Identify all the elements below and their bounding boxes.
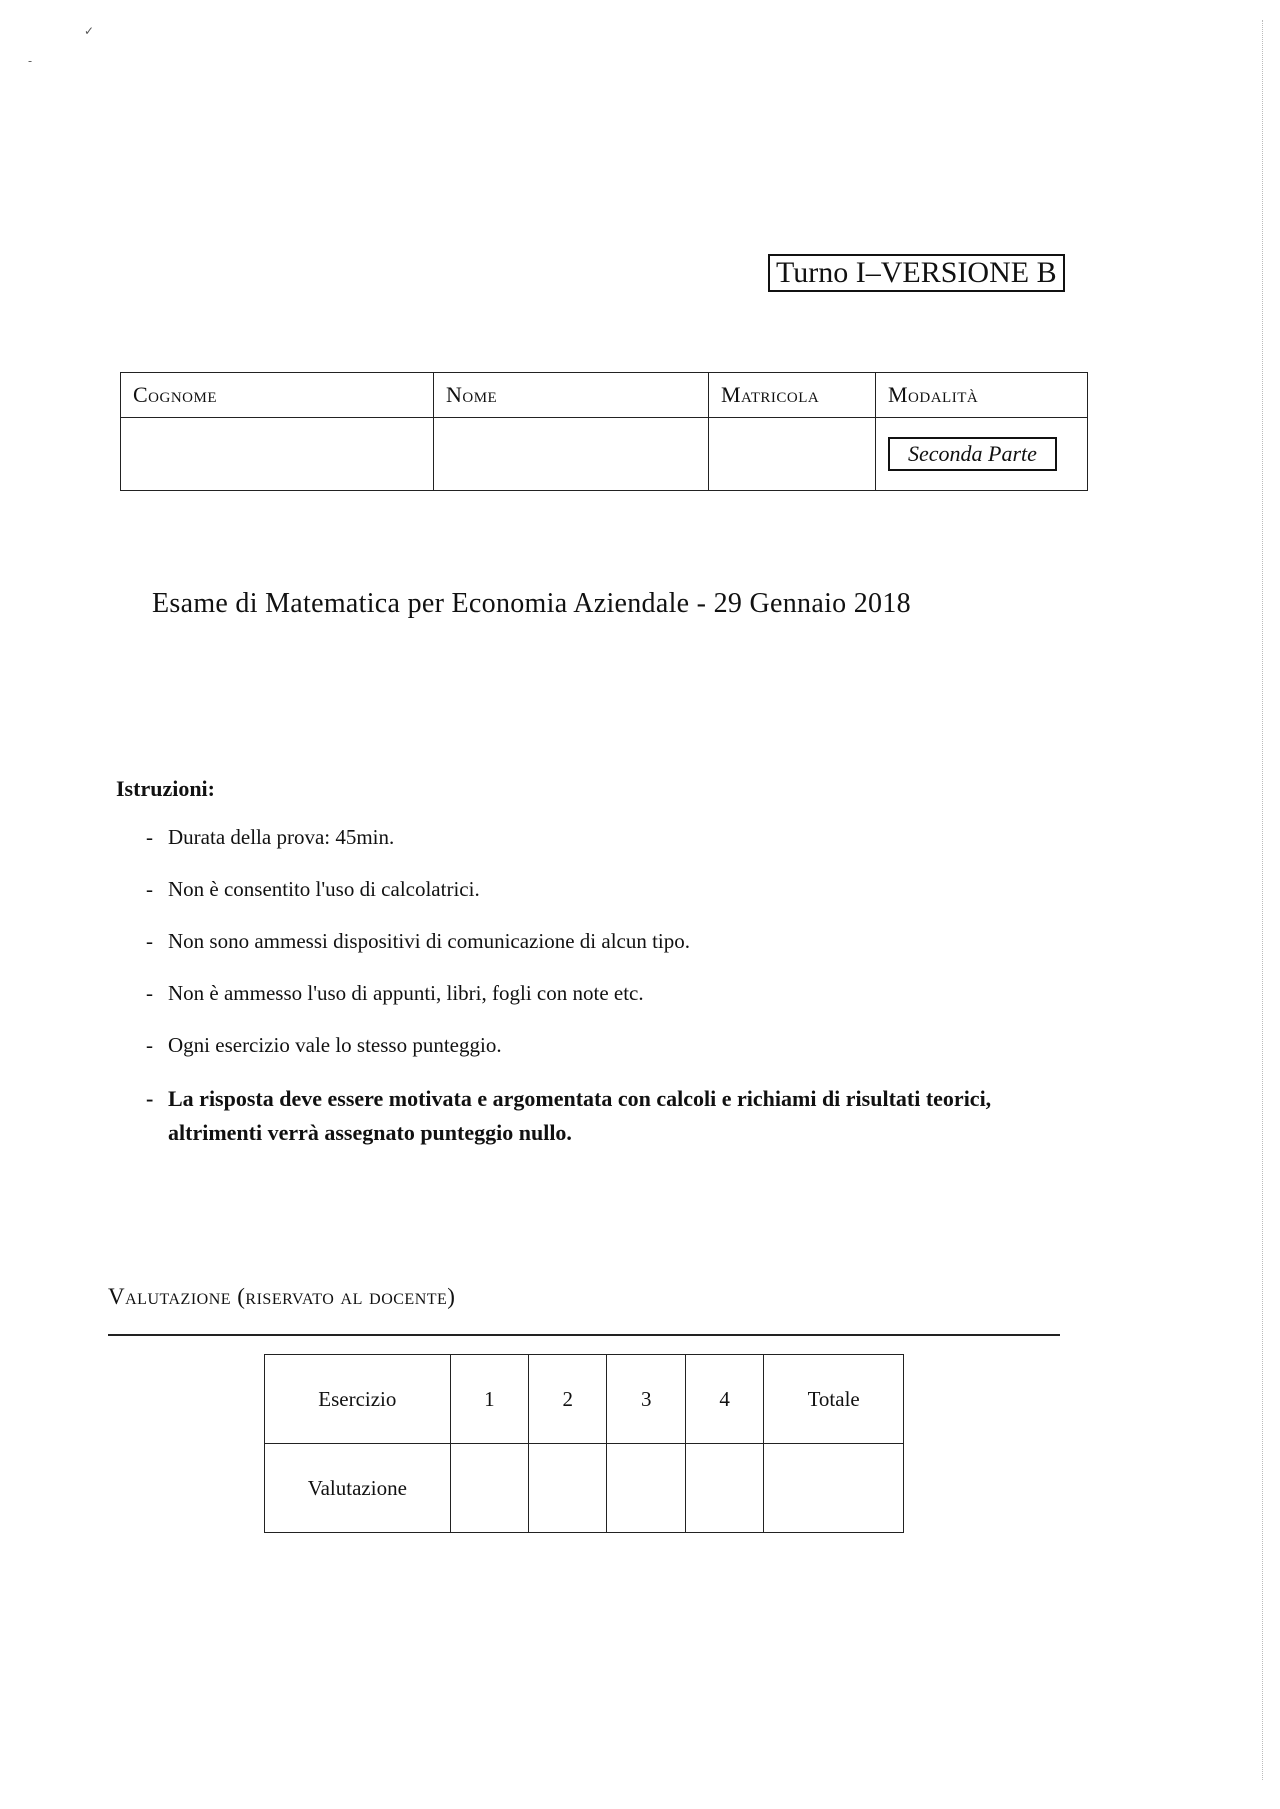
mode-header: Modalità xyxy=(876,373,1088,418)
exercise-number: 3 xyxy=(607,1355,685,1444)
score-cell[interactable] xyxy=(607,1444,685,1533)
exercise-row-label: Esercizio xyxy=(265,1355,451,1444)
exam-title: Esame di Matematica per Economia Aziendale - 29 Gennaio 2018 xyxy=(152,588,911,619)
instruction-item: - Non è ammesso l'uso di appunti, libri, fogli con note etc. xyxy=(146,978,1086,1008)
scan-speck: - xyxy=(28,54,33,68)
surname-header: Cognome xyxy=(121,373,434,418)
name-field[interactable] xyxy=(434,418,709,491)
score-cell[interactable] xyxy=(450,1444,528,1533)
scan-speck: ✓ xyxy=(84,24,95,38)
exercise-number: 1 xyxy=(450,1355,528,1444)
grade-table-header-row xyxy=(265,1355,904,1444)
instructions-heading: Istruzioni: xyxy=(116,776,215,801)
instruction-item-bold: - La risposta deve essere motivata e argomentata con calcoli e richiami di risultati teorici, altrimenti verrà assegnato punteggio nullo. xyxy=(146,1082,1086,1150)
score-row-label: Valutazione xyxy=(265,1444,451,1533)
name-header: Nome xyxy=(434,373,709,418)
score-cell[interactable] xyxy=(529,1444,607,1533)
instruction-item: - Ogni esercizio vale lo stesso punteggio. xyxy=(146,1030,1086,1060)
exercise-number: 4 xyxy=(685,1355,763,1444)
version-label: Turno I–VERSIONE B xyxy=(768,254,1065,292)
instruction-item: - Non sono ammessi dispositivi di comunicazione di alcun tipo. xyxy=(146,926,1086,956)
student-id-header: Matricola xyxy=(709,373,876,418)
evaluation-divider xyxy=(108,1334,1060,1336)
grade-table xyxy=(264,1354,904,1533)
scan-edge-dots xyxy=(1262,20,1265,1780)
student-info-header-row xyxy=(121,373,1088,418)
instruction-item: - Non è consentito l'uso di calcolatrici. xyxy=(146,874,1086,904)
score-cell[interactable] xyxy=(685,1444,763,1533)
student-info-value-row xyxy=(121,418,1088,491)
exercise-number: 2 xyxy=(529,1355,607,1444)
student-info-table xyxy=(120,372,1088,491)
total-score-cell[interactable] xyxy=(764,1444,904,1533)
mode-cell xyxy=(876,418,1088,491)
instruction-item: - Durata della prova: 45min. xyxy=(146,822,1086,852)
mode-value: Seconda Parte xyxy=(888,437,1057,471)
instructions-list xyxy=(146,822,1086,1172)
grade-table-score-row xyxy=(265,1444,904,1533)
surname-field[interactable] xyxy=(121,418,434,491)
evaluation-heading: Valutazione (riservato al docente) xyxy=(108,1284,456,1309)
student-id-field[interactable] xyxy=(709,418,876,491)
total-label: Totale xyxy=(764,1355,904,1444)
